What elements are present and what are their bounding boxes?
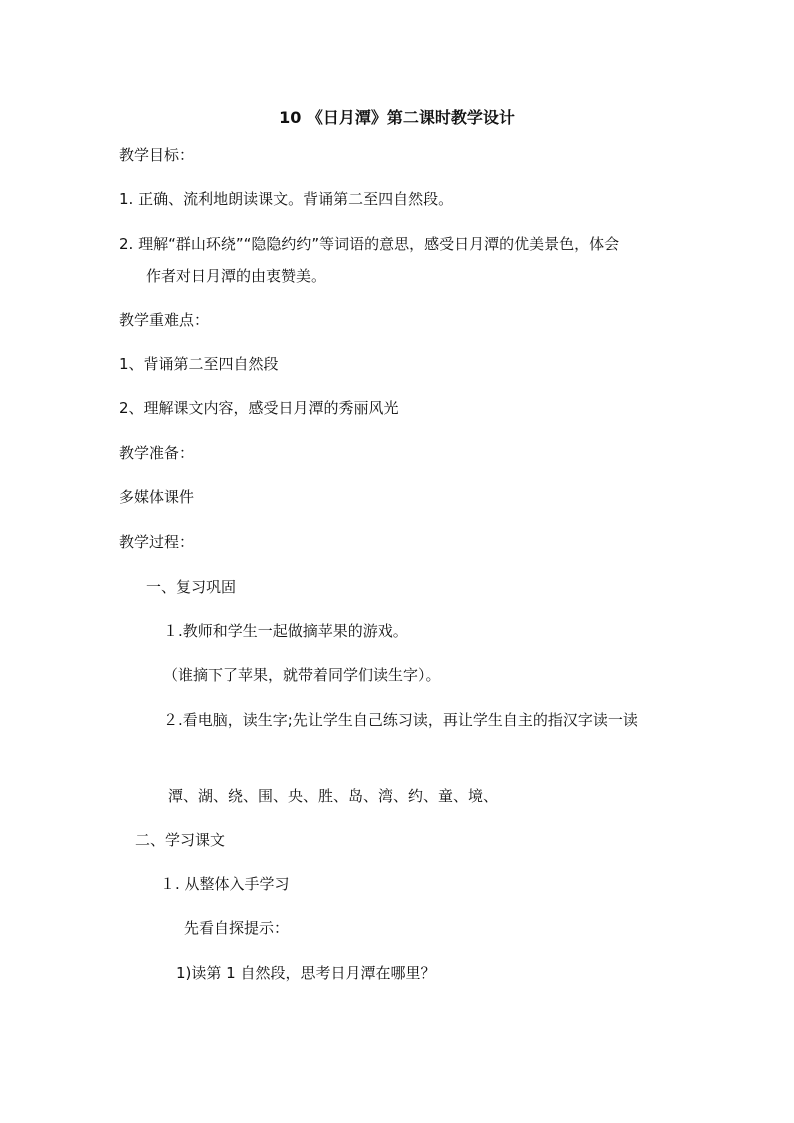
- key-point-item-2: 2、理解课文内容，感受日月潭的秀丽风光: [119, 399, 399, 417]
- objective-item-2-line-1: 2. 理解“群山环绕”“隐隐约约”等词语的意思，感受日月潭的优美景色，体会: [119, 235, 620, 253]
- objectives-heading: 教学目标：: [119, 146, 195, 164]
- section-2-step-1: １. 从整体入手学习: [160, 875, 290, 893]
- process-heading: 教学过程：: [119, 533, 195, 551]
- preparation-heading: 教学准备：: [119, 444, 195, 462]
- section-2-question-1: 1)读第 1 自然段，思考日月潭在哪里？: [176, 964, 436, 982]
- objective-item-2-line-2: 作者对日月潭的由衷赞美。: [146, 267, 327, 285]
- preparation-content: 多媒体课件: [119, 488, 195, 506]
- objective-item-1: 1. 正确、流利地朗读课文。背诵第二至四自然段。: [119, 190, 454, 208]
- key-point-item-1: 1、背诵第二至四自然段: [119, 355, 279, 373]
- section-1-step-2: ２.看电脑，读生字;先让学生自己练习读，再让学生自主的指汉字读一读: [163, 711, 638, 729]
- page-title: 10 《日月潭》第二课时教学设计: [279, 108, 515, 127]
- section-1-step-1-note: （谁摘下了苹果，就带着同学们读生字）。: [163, 666, 441, 684]
- section-2-prompt: 先看自探提示：: [184, 919, 290, 937]
- section-1-characters: 潭、湖、绕、围、央、胜、岛、湾、约、童、境、: [168, 787, 499, 805]
- section-1-heading: 一、复习巩固: [146, 578, 237, 596]
- key-points-heading: 教学重难点：: [119, 311, 210, 329]
- section-2-heading: 二、学习课文: [135, 831, 226, 849]
- section-1-step-1: １.教师和学生一起做摘苹果的游戏。: [163, 622, 408, 640]
